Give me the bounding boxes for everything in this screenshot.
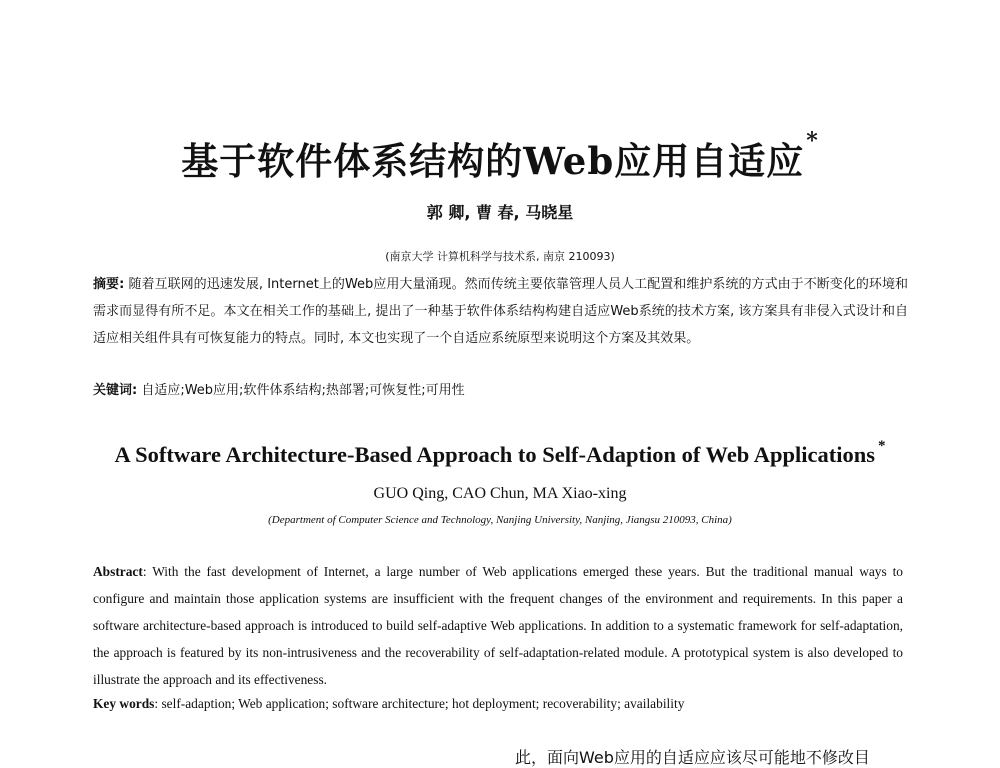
english-affiliation: (Department of Computer Science and Technology, Nanjing University, Nanjing, Jiangsu 210093, China) [268, 514, 732, 526]
english-title [0, 438, 1000, 468]
chinese-title-footnote-mark: * [806, 128, 819, 154]
english-abstract-text: : With the fast development of Internet, a large number of Web applications emerged these years. But the traditional manual ways to configure and maintain those application systems are insufficient with the frequent changes of the environment and requirements. In this paper a software architecture-based approach is introduced to build self-adaptive Web applications. In addition to a systematic framework for self-adaptation, the approach is featured by its non-intrusiveness and the recoverability of self-adaptation-related module. A prototypical system is also developed to illustrate the approach and its effectiveness. [93, 564, 903, 687]
chinese-authors: 郭 卿, 曹 春, 马晓星 [426, 203, 574, 222]
english-authors: GUO Qing, CAO Chun, MA Xiao-xing [373, 485, 627, 502]
chinese-abstract [93, 271, 908, 352]
english-abstract [93, 558, 903, 693]
chinese-abstract-label: 摘要: [93, 277, 125, 292]
chinese-keywords [93, 381, 908, 401]
english-title-text: A Software Architecture-Based Approach to Self-Adaption of Web Applications [114, 442, 875, 467]
chinese-keywords-text: 自适应;Web应用;软件体系结构;热部署;可恢复性;可用性 [137, 383, 465, 398]
chinese-title [0, 128, 1000, 185]
body-text-fragment: 此，面向Web应用的自适应应该尽可能地不修改目 [515, 748, 870, 767]
english-keywords [93, 694, 903, 714]
chinese-title-text: 基于软件体系结构的Web应用自适应 [181, 139, 805, 183]
english-keywords-label: Key words [93, 696, 155, 711]
chinese-affiliation: (南京大学 计算机科学与技术系, 南京 210093) [385, 250, 615, 263]
english-title-footnote-mark: * [877, 438, 886, 454]
chinese-keywords-label: 关键词: [93, 383, 138, 398]
english-abstract-label: Abstract [93, 564, 143, 579]
chinese-abstract-text: 随着互联网的迅速发展, Internet上的Web应用大量涌现。然而传统主要依靠管理人员人工配置和维护系统的方式由于不断变化的环境和需求而显得有所不足。本文在相关工作的基础上, 提出了一种基于软件体系结构构建自适应Web系统的技术方案, 该方案具有非侵入式设计和自适应相关组件具有可恢复能力的特点。同时, 本文也实现了一个自适应系统原型来说明这个方案及其效果。 [93, 277, 909, 346]
english-keywords-text: : self-adaption; Web application; software architecture; hot deployment; recoverability; availability [154, 696, 685, 711]
